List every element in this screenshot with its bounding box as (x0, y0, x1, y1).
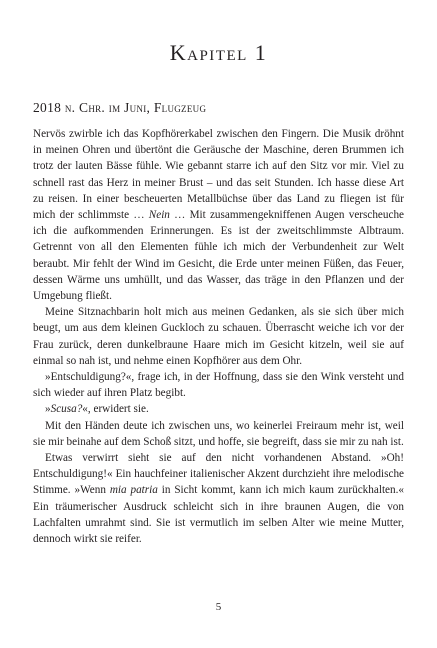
paragraph (33, 126, 404, 304)
paragraph-text: » (45, 403, 51, 416)
paragraph (33, 418, 404, 450)
paragraph-text: in Sicht kommt, kann ich mich kaum zurückhalten.« Ein träumerischer Ausdruck schleicht sich in ihre braunen Augen, die von Lachfalten umrahmt sind. Sie ist vermutlich im selben Alter wie meine Mutter, dennoch wirkt sie reifer. (33, 484, 405, 546)
paragraph-text: Etwas verwirrt sieht sie auf den nicht vorhandenen Abstand. »Oh! Entschuldigung!« Ein hauchfeiner italienischer Akzent durchzieht ihre melodische Stimme. »Wenn (33, 452, 404, 497)
emphasis-text: Scusa? (50, 403, 83, 416)
paragraph-text: «, erwidert sie. (82, 403, 149, 416)
paragraph-text: Mit den Händen deute ich zwischen uns, wo keinerlei Freiraum mehr ist, weil sie mir beinahe auf dem Schoß sitzt, und hoffe, sie begreift, dass sie mir zu nah ist. (33, 419, 404, 448)
paragraph (33, 401, 404, 417)
paragraph-text: Nervös zwirble ich das Kopfhörerkabel zwischen den Fingern. Die Musik dröhnt in meinen Ohren und übertönt die Geräusche der Maschine, deren Brummen ich trotz der lauten Bässe fühle. Wie gebannt starre ich auf den Sitz vor mir. Viel zu schnell rast das Herz in meiner Brust – und das seit Stunden. Ich hasse diese Art zu reisen. In einer bescheuerten Metallbüchse über das Land zu fliegen ist für mich der schlimmste … (33, 128, 404, 222)
paragraph-text: … Mit zusammengekniffenen Augen verscheuche ich die aufkommenden Erinnerungen. Es ist der zweitschlimmste Albtraum. Getrennt von all den Elementen fühle ich mich der Verbundenheit zur Welt beraubt. Mir fehlt der Wind im Gesicht, die Erde unter meinen Füßen, das Feuer, dessen Wärme uns umhüllt, und das Wasser, das träge in den Pflanzen und der Umgebung fließt. (33, 209, 405, 303)
paragraph-text: Meine Sitznachbarin holt mich aus meinen Gedanken, als sie sich über mich beugt, um aus dem kleinen Guckloch zu schauen. Überrascht weiche ich vor der Frau zurück, deren dunkelbraune Haare mich im Gesicht kitzeln, weil sie auf einmal so nah ist, und nehme einen Kopfhörer aus dem Ohr. (33, 306, 404, 367)
paragraph (33, 304, 404, 369)
chapter-title: Kapitel 1 (169, 40, 268, 65)
paragraph (33, 369, 404, 401)
emphasis-text: Nein (148, 209, 170, 222)
body-text (33, 126, 404, 547)
page-number: 5 (215, 601, 222, 613)
scene-heading: 2018 n. Chr. im Juni, Flugzeug (33, 100, 207, 115)
paragraph (33, 450, 404, 547)
paragraph-text: »Entschuldigung?«, frage ich, in der Hoffnung, dass sie den Wink versteht und sich wieder auf ihren Platz begibt. (33, 371, 404, 400)
emphasis-text: mia patria (109, 484, 158, 497)
